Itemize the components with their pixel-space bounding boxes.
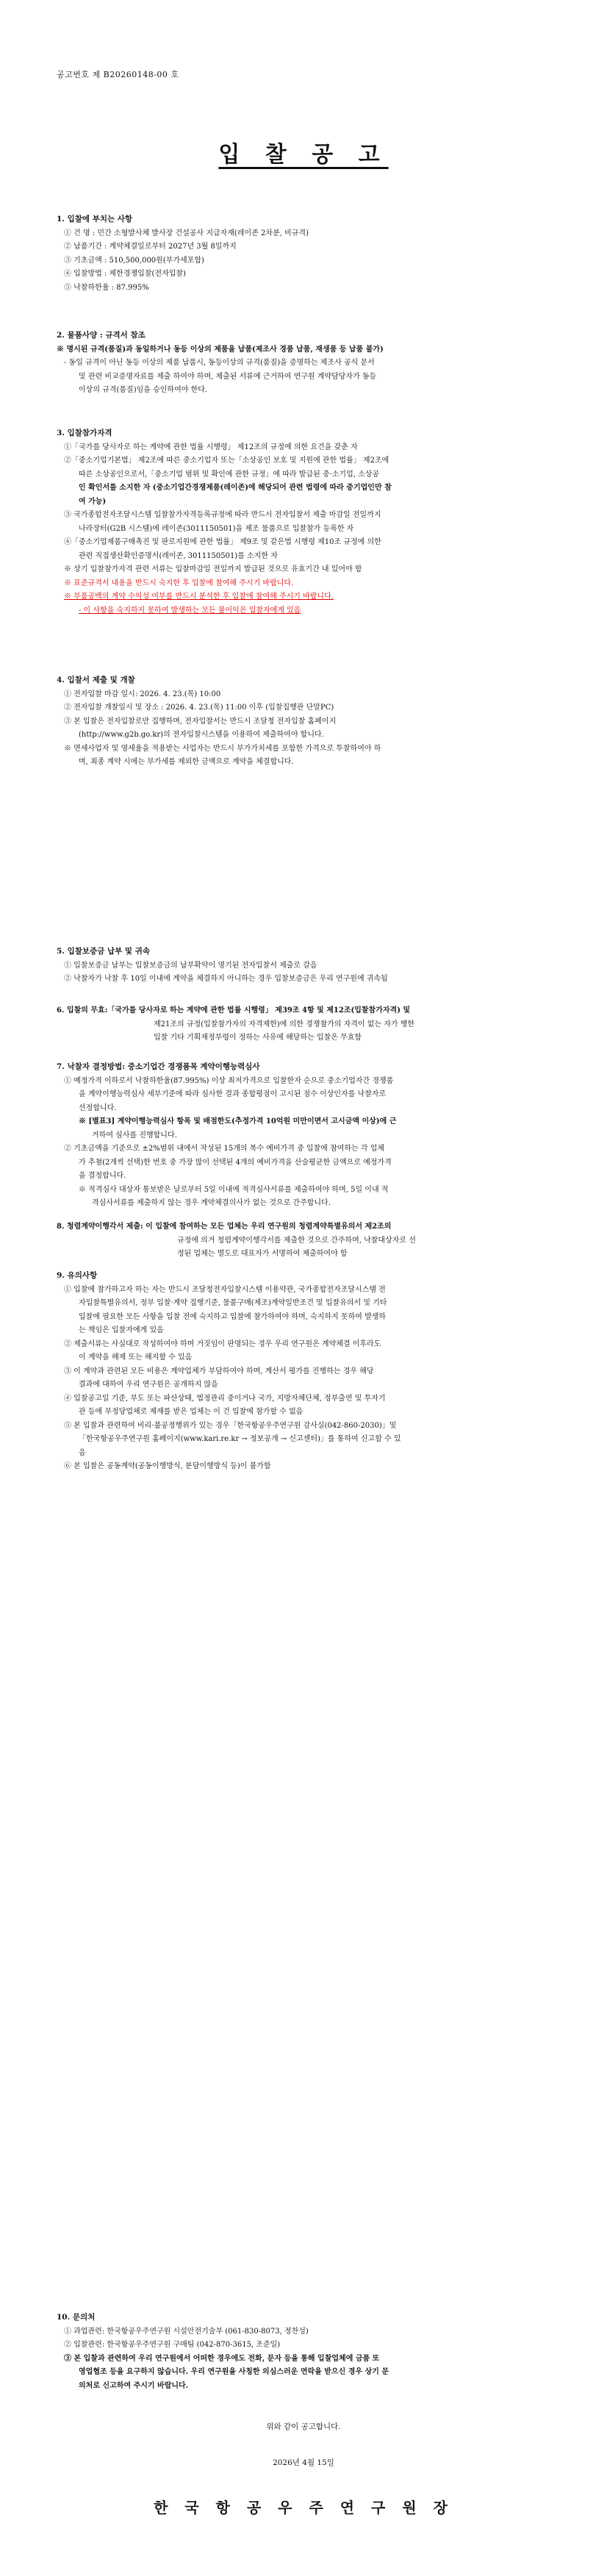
item-base-amount: ③ 기초금액 : 510,500,000원(부가세포함) xyxy=(64,256,204,265)
award-line: 선정합니다. xyxy=(79,1103,117,1112)
precaution-line: ④ 입찰공고일 기준, 부도 또는 파산상태, 법정관리 중이거나 국가, 지방자체단체, 정부출연 및 투자기 xyxy=(64,1394,386,1403)
integrity-line: 8. 청렴계약이행각서 제출: 이 입찰에 참여하는 모든 업체는 우리 연구원의 청렴계약특별유의서 제2조의 xyxy=(57,1223,392,1231)
notice-date: 2026년 4월 15일 xyxy=(273,2458,334,2467)
contact-line: ② 입찰관련: 한국항공우주연구원 구매팀 (042-870-3615, 조준일) xyxy=(64,2341,281,2349)
eligibility-line: ③ 국가종합전자조달시스템 입찰참가자격등록규정에 따라 반드시 전자입찰서 제출 마감일 전일까지 xyxy=(64,511,381,519)
item-project-name: ① 건 명 : 민간 소형발사체 발사장 건설공사 지급자재(레이존 2차분, 비규격) xyxy=(64,229,309,237)
section-specifications xyxy=(57,329,550,398)
precaution-line: 관 등에 부정당업체로 제재를 받은 업체는 이 건 입찰에 참가할 수 없음 xyxy=(79,1408,304,1416)
spec-line: 이상의 규격(품질)임을 승인하여야 한다. xyxy=(79,386,208,394)
item-bid-method: ④ 입찰방법 : 제한경쟁입찰(전자입찰) xyxy=(64,270,186,278)
eligibility-note: ※ 상기 입찰참가자격 관련 서류는 입찰마감일 전일까지 발급된 것으로 유효기간 내 있어야 함 xyxy=(64,565,362,573)
award-line: ① 예정가격 이하로서 낙찰하한율(87.995%) 이상 최저가격으로 입찰한자 순으로 중소기업자간 경쟁품 xyxy=(64,1076,394,1085)
spec-note: ※ 명시된 규격(품질)과 동일하거나 동등 이상의 제품을 납품(제조사 경품 납품, 재생품 등 납품 불가) xyxy=(57,345,384,354)
notice-number: 공고번호 제 B20260148-00 호 xyxy=(57,70,179,79)
spec-line: - 동일 규격이 아닌 동등 이상의 제품 납품시, 동등이상의 규격(품질)을 증명하는 제조사 공식 문서 xyxy=(64,359,375,367)
contact-line: ① 과업관련: 한국항공우주연구원 시설안전기술부 (061-830-8073, 정찬성) xyxy=(64,2327,309,2336)
submission-line: (http://www.g2b.go.kr)의 전자입찰시스템을 이용하여 제출하여야 합니다. xyxy=(79,731,324,739)
submission-note: 며, 최종 계약 시에는 부가세를 제외한 금액으로 계약을 체결합니다. xyxy=(79,758,294,766)
submission-note: ※ 면세사업자 및 영세율을 적용받는 사업자는 반드시 부가가치세를 포함한 가격으로 투찰하여야 하 xyxy=(64,744,381,753)
eligibility-line: 여 가능) xyxy=(79,497,107,506)
award-note: ※ 적격심사 대상자 통보받은 날로부터 5일 이내에 적격심사서류를 제출하여야 하며, 5일 이내 적 xyxy=(79,1185,389,1194)
eligibility-line: 따른 소상공인으로서,「중소기업 범위 및 확인에 관한 규정」에 따라 발급된 중·소기업, 소상공 xyxy=(79,470,380,479)
award-line: ② 기초금액을 기준으로 ±2%범위 내에서 작성된 15개의 복수 예비가격 중 입찰에 참여하는 각 업체 xyxy=(64,1145,385,1153)
award-note: 거하여 심사를 진행합니다. xyxy=(92,1131,177,1139)
precaution-line: 자입찰특별유의서, 정부 입찰·계약 집행기준, 물품구매(제조)계약일반조건 및 입찰유의서 및 기타 xyxy=(79,1299,387,1307)
precaution-line: 이 계약을 해제 또는 해지할 수 있음 xyxy=(79,1353,193,1362)
section-precautions xyxy=(57,1269,550,1474)
item-lower-limit-rate: ⑤ 낙찰하한율 : 87.995% xyxy=(64,283,149,292)
precaution-line: ⑤ 본 입찰과 관련하여 비리·불공정행위가 있는 경우「한국항공우주연구원 감사실(042-860-2030)」및 xyxy=(64,1421,397,1430)
precaution-line: ⑥ 본 입찰은 공동계약(공동이행방식, 분담이행방식 등)이 불가함 xyxy=(64,1462,271,1470)
award-line: 을 계약이행능력심사 세부기준에 따라 심사한 결과 종합평점이 고시된 점수 이상인자를 낙찰자로 xyxy=(79,1090,387,1098)
section-heading: 5. 입찰보증금 납부 및 귀속 xyxy=(57,947,151,956)
section-heading: 10. 문의처 xyxy=(57,2313,96,2322)
precaution-line: 입찰에 필요한 모든 사항을 입찰 전에 숙지하고 입찰에 참가하여야 하며, 숙지하지 못하여 발생하 xyxy=(79,1312,387,1321)
submission-line: ② 전자입찰 개찰일시 및 장소 : 2026. 4. 23.(목) 11:00 이후 (입찰집행관 단말PC) xyxy=(64,704,334,712)
submission-line: ③ 본 입찰은 전자입찰로만 집행하며, 전자입찰서는 반드시 조달청 전자입찰 홈페이지 xyxy=(64,717,337,726)
section-heading: 2. 물품사양 : 규격서 참조 xyxy=(57,331,146,340)
submission-line: ① 전자입찰 마감 일시: 2026. 4. 23.(목) 10:00 xyxy=(64,690,221,698)
eligibility-line: ④「중소기업제품구매촉진 및 판로지원에 관한 법률」 제9조 및 같은법 시행령 제10조 규정에 의한 xyxy=(64,538,381,546)
precaution-line: 「한국항공우주연구원 홈페이지(www.kari.re.kr → 정보공개 → 신고센터)」를 통하여 신고할 수 있 xyxy=(79,1435,401,1443)
invalid-line: 제21조의 규정(입찰참가자의 자격제한)에 의한 경쟁참가의 자격이 없는 자가 행한 xyxy=(154,1020,415,1028)
section-heading: 7. 낙찰자 결정방법: 중소기업간 경쟁품목 계약이행능력심사 xyxy=(57,1062,260,1071)
award-note: 격심사서류를 제출하지 않는 경우 계약체결의사가 없는 것으로 간주합니다. xyxy=(92,1199,331,1207)
issuer-signature: 한 국 항 공 우 주 연 구 원 장 xyxy=(154,2499,453,2516)
precaution-line: ② 제출서류는 사실대로 작성하여야 하며 거짓임이 판명되는 경우 우리 연구원은 계약체결 이후라도 xyxy=(64,1339,381,1348)
precaution-line: 결과에 대하여 우리 연구원은 공개하지 않음 xyxy=(79,1381,218,1389)
section-contacts xyxy=(57,2311,550,2393)
eligibility-line: ①「국가를 당사자로 하는 계약에 관한 법률 시행령」 제12조의 규정에 의한 요건을 갖춘 자 xyxy=(64,443,358,451)
eligibility-line: 인 확인서를 소지한 자 (중소기업간경쟁제품(레이존)에 해당되어 관련 법령에 따라 중기업인만 참 xyxy=(79,484,392,492)
section-submission xyxy=(57,673,550,770)
precaution-line: ① 입찰에 참가하고자 하는 자는 반드시 조달청전자입찰시스템 이용약관, 국가종합전자조달시스템 전 xyxy=(64,1285,386,1294)
closing-notice: 위와 같이 공고합니다. xyxy=(266,2422,341,2431)
section-bid-bond xyxy=(57,945,550,987)
eligibility-line: 관련 직접생산확인증명서(레이존, 3011150501)를 소지한 자 xyxy=(79,551,278,560)
precaution-line: 는 책임은 입찰자에게 있음 xyxy=(79,1326,164,1334)
bond-line: ② 낙찰자가 낙찰 후 10일 이내에 계약을 체결하지 아니하는 경우 입찰보증금은 우리 연구원에 귀속됨 xyxy=(64,975,388,983)
section-heading: 9. 유의사항 xyxy=(57,1271,98,1280)
eligibility-line: 나라장터(G2B 시스템)에 레이존(3011150501)을 제조 물품으로 입찰참가 등록한 자 xyxy=(79,524,354,533)
contact-warning: ③ 본 입찰과 관련하여 우리 연구원에서 어떠한 경우에도 전화, 문자 등을 통해 입찰업체에 금품 또 xyxy=(64,2354,380,2363)
section-heading: 4. 입찰서 제출 및 개찰 xyxy=(57,676,135,684)
contact-warning: 영업협조 등을 요구하지 않습니다. 우리 연구원을 사칭한 의심스러운 연락을 받으신 경우 상기 문 xyxy=(79,2368,389,2376)
section-award-method xyxy=(57,1060,550,1211)
section-heading: 3. 입찰참가자격 xyxy=(57,429,112,437)
award-line: 가 추첨(2개씩 선택)한 번호 중 가장 많이 선택된 4개의 예비가격을 산술평균한 금액으로 예정가격 xyxy=(79,1158,392,1167)
section-invalid-bids xyxy=(57,1004,550,1045)
integrity-line: 규정에 의거 청렴계약이행각서를 제출한 것으로 간주하며, 낙찰대상자로 선 xyxy=(177,1236,416,1245)
precaution-line: 음 xyxy=(79,1448,86,1457)
integrity-line: 정된 업체는 별도로 대표자가 서명하여 제출하여야 함 xyxy=(177,1250,348,1258)
section-integrity-pledge xyxy=(57,1220,550,1262)
invalid-line: 6. 입찰의 무효:「국가를 당사자로 하는 계약에 관한 법률 시행령」 제39조 4항 및 제12조(입찰참가자격) 및 xyxy=(57,1006,411,1015)
invalid-line: 입찰 기타 기획재정부령이 정하는 사유에 해당하는 입찰은 무효함 xyxy=(154,1034,362,1042)
contact-warning: 의처로 신고하여 주시기 바랍니다. xyxy=(79,2381,189,2390)
eligibility-warning: ※ 표준규격서 내용을 반드시 숙지한 후 입찰에 참여해 주시기 바랍니다. xyxy=(64,579,294,587)
bond-line: ① 입찰보증금 납부는 입찰보증금의 납부확약이 명기된 전자입찰서 제출로 갈음 xyxy=(64,961,317,970)
spec-line: 및 관련 비교증명자료를 제출 하여야 하며, 제출된 서류에 근거하여 연구원 계약담당자가 동등 xyxy=(79,372,377,381)
award-line: 을 결정합니다. xyxy=(79,1172,126,1180)
eligibility-warning: ※ 부품공백의 계약 수익성 여부를 반드시 분석한 후 입찰에 참여해 주시기 바랍니다. xyxy=(64,593,334,601)
section-bidding-items xyxy=(57,212,550,295)
eligibility-warning: - 이 사항을 숙지하지 못하여 발생하는 모든 불이익은 입찰자에게 있음 xyxy=(79,606,301,615)
section-heading: 1. 입찰에 부치는 사항 xyxy=(57,215,133,223)
eligibility-line: ②「중소기업기본법」 제2조에 따른 중소기업자 또는「소상공인 보호 및 지원에 관한 법률」 제2조에 xyxy=(64,457,389,465)
award-note: ※ [별표3] 계약이행능력심사 항목 및 배점한도(추정가격 10억원 미만이면서 고시금액 이상)에 근 xyxy=(79,1117,397,1126)
page-title: 입 찰 공 고 xyxy=(218,142,389,168)
precaution-line: ③ 이 계약과 관련된 모든 비용은 계약업체가 부담하여야 하며, 계산서 평가를 진행하는 경우 해당 xyxy=(64,1367,374,1375)
item-delivery-period: ② 납품기간 : 계약체결일로부터 2027년 3월 8일까지 xyxy=(64,243,237,251)
section-eligibility xyxy=(57,426,550,618)
